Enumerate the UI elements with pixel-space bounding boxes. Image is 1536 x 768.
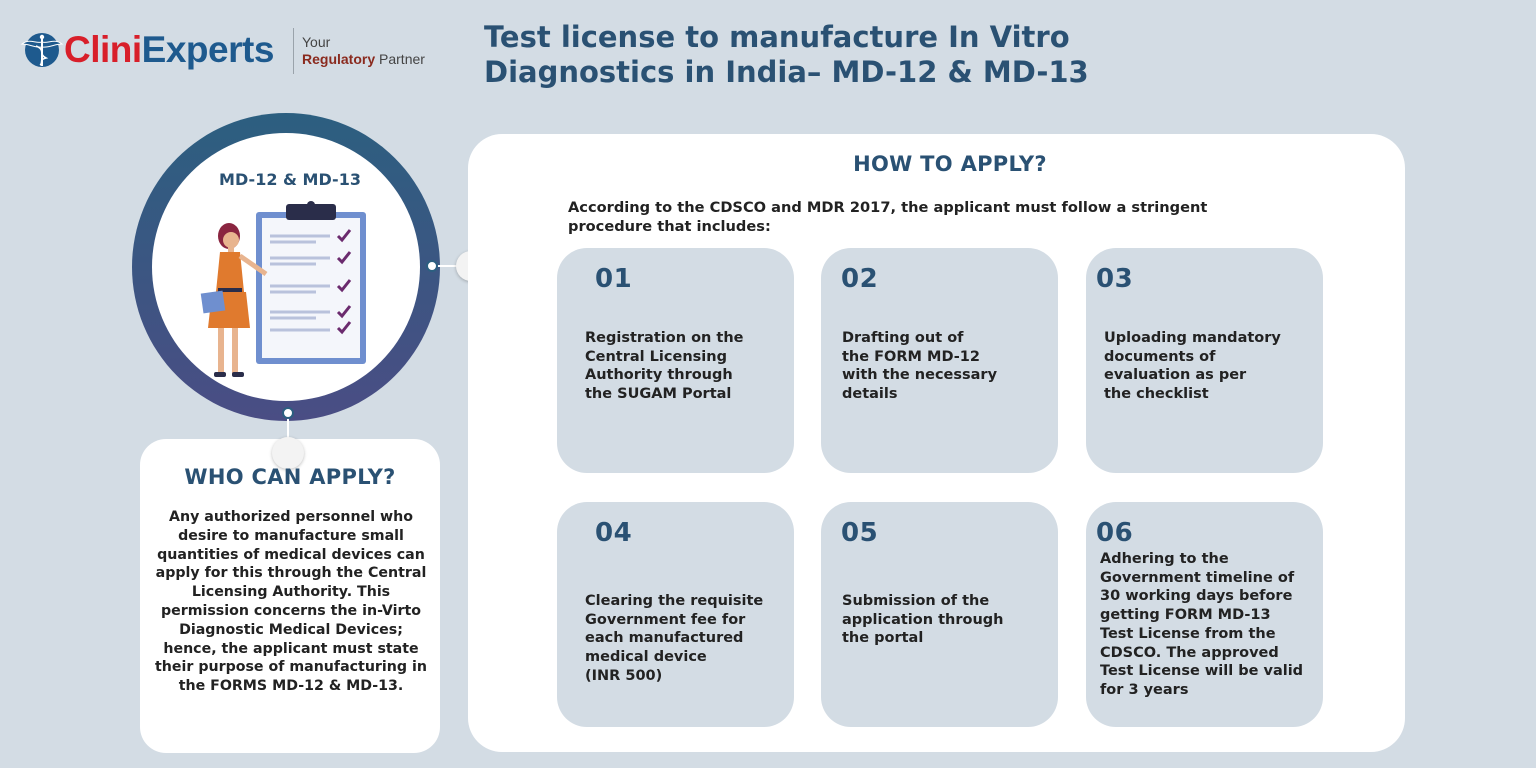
step-number: 03: [1096, 264, 1134, 294]
who-can-apply-title: WHO CAN APPLY?: [184, 465, 396, 489]
step-number: 05: [841, 518, 879, 548]
step-number: 06: [1096, 518, 1134, 548]
tagline-regulatory: Regulatory: [302, 51, 376, 67]
how-to-apply-title: HOW TO APPLY?: [853, 152, 1047, 176]
step-number: 02: [841, 264, 879, 294]
step-card-03: [1086, 248, 1323, 473]
who-can-apply-body: Any authorized personnel who desire to manufacture small quantities of medical devices can apply for this through the Central Licensing Authority. This permission concerns the in-Virto Diagnostic Medical Devices; hence, the applicant must state their purpose of manufacturing in the FORMS MD-12 & MD-13.: [155, 509, 427, 695]
step-text: Drafting out of the FORM MD-12 with the necessary details: [842, 330, 998, 403]
brand-name-part1: Clini: [64, 29, 142, 70]
tagline-line1: Your: [302, 34, 331, 50]
tagline: [302, 34, 425, 68]
step-card-06: [1086, 502, 1323, 727]
logo: [20, 28, 440, 74]
step-card-02: [821, 248, 1058, 473]
step-number: 01: [595, 264, 633, 294]
step-text: Registration on the Central Licensing Authority through the SUGAM Portal: [585, 330, 744, 403]
woman-with-checklist-illustration: [196, 196, 376, 386]
caduceus-logo-icon: [20, 30, 64, 70]
how-to-apply-intro: According to the CDSCO and MDR 2017, the applicant must follow a stringent procedure that includes:: [568, 199, 1208, 235]
step-number: 04: [595, 518, 633, 548]
logo-divider: [293, 28, 294, 74]
step-text: Submission of the application through the portal: [842, 593, 1004, 647]
step-card-04: [557, 502, 794, 727]
brand-name: [64, 28, 274, 72]
step-card-01: [557, 248, 794, 473]
step-card-05: [821, 502, 1058, 727]
step-text: Uploading mandatory documents of evaluation as per the checklist: [1104, 330, 1281, 403]
brand-name-part2: Experts: [141, 29, 274, 70]
tagline-partner: Partner: [375, 51, 425, 67]
step-text: Adhering to the Government timeline of 30 working days before getting FORM MD-13 Test License from the CDSCO. The approved Test License will be valid for 3 years: [1100, 551, 1304, 698]
ring-label: MD-12 & MD-13: [219, 170, 361, 189]
connector-node-right: [426, 260, 438, 272]
page-title: Test license to manufacture In Vitro Diagnostics in India– MD-12 & MD-13: [484, 20, 1089, 89]
step-text: Clearing the requisite Government fee for each manufactured medical device (INR 500): [585, 593, 764, 684]
tagline-line2: [302, 51, 425, 68]
connector-node-down: [282, 407, 294, 419]
